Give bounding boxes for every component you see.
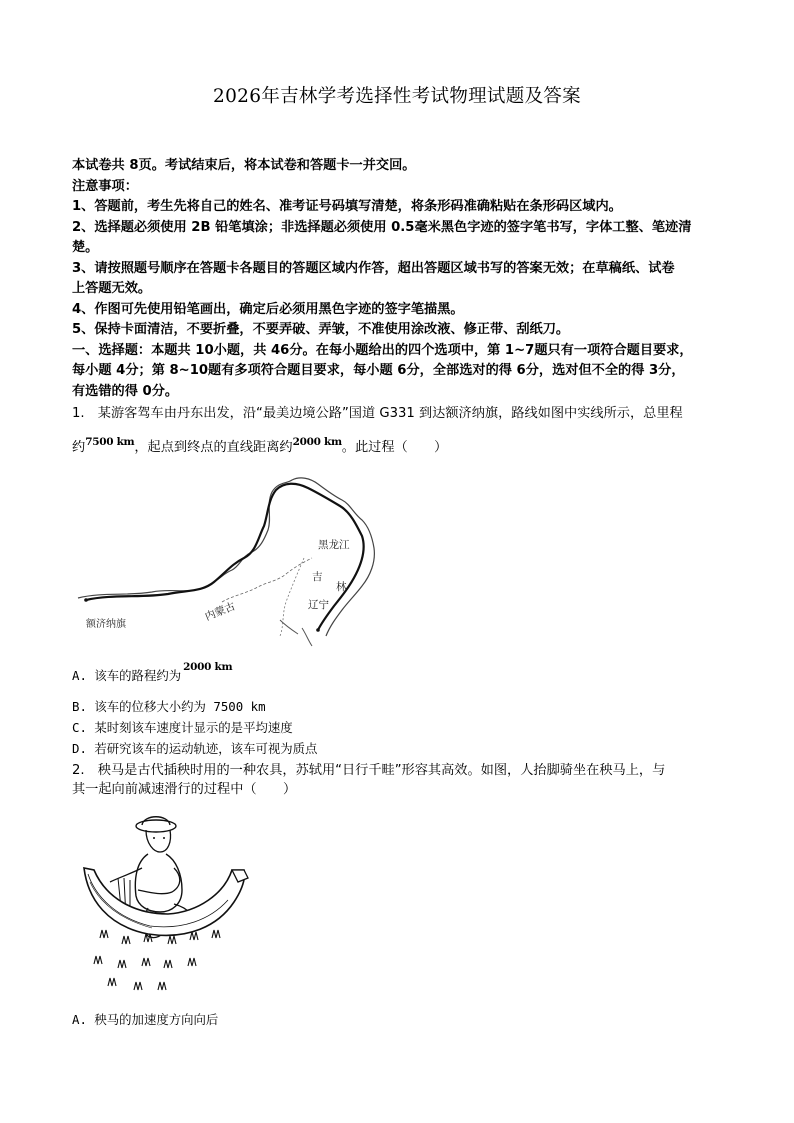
q1-text-c: 。此过程（ ） [341,440,448,455]
route-map-figure [72,470,392,650]
eye [163,837,165,839]
q1-option-a-value: 2000 km [183,661,233,673]
map-label-jilin-1: 吉 [312,571,323,583]
q1-option-d: D. 若研究该车的运动轨迹，该车可视为质点 [72,741,318,756]
map-label-liaoning: 辽宁 [308,599,329,611]
q1-text-b: ，起点到终点的直线距离约 [134,440,293,455]
q1-option-a-text: A. 该车的路程约为 [72,668,182,683]
torso [135,854,182,912]
start-point [316,628,320,632]
instruction-line: 3、请按照题号顺序在答题卡各题目的答题区域内作答，超出答题区域书写的答案无效；在草稿纸、试卷 [72,260,675,276]
instruction-line: 2、选择题必须使用 2B 铅笔填涂；非选择题必须使用 0.5毫米黑色字迹的签字笔书写，字体工整、笔迹清 [72,219,692,235]
instruction-line: 一、选择题：本题共 10小题，共 46分。在每小题给出的四个选项中，第 1~7题只有一项符合题目要求， [72,342,693,358]
q1-total-distance: 7500 km [85,436,135,448]
q1-option-a [72,661,722,684]
question-2-stem-line2: 其一起向前减速滑行的过程中（ ） [72,782,297,797]
yangma-illustration [78,808,256,998]
instruction-line: 5、保持卡面清洁，不要折叠，不要弄破、弄皱，不准使用涂改液、修正带、刮纸刀。 [72,322,570,337]
instruction-line: 上答题无效。 [72,281,152,296]
instruction-line: 有选错的得 0分。 [72,383,179,399]
q1-option-c: C. 某时刻该车速度计显示的是平均速度 [72,720,293,735]
q1-text-a: 约 [72,440,86,455]
coastline [280,620,312,646]
instruction-line: 注意事项： [72,178,138,194]
map-label-heilongjiang: 黑龙江 [318,539,350,551]
q2-option-a: A. 秧马的加速度方向向后 [72,1012,219,1027]
question-2-stem-line1: 2. 秧马是古代插秧时用的一种农具，苏轼用“日行千畦”形容其高效。如图，人抬脚骑坐在秧马上，与 [72,763,666,778]
question-1-stem-line1: 1. 某游客驾车由丹东出发，沿“最美边境公路”国道 G331 到达额济纳旗，路线如图中实线所示，总里程 [72,406,683,421]
eye [153,837,155,839]
head [146,830,171,852]
instruction-line: 1、答题前，考生先将自己的姓名、准考证号码填写清楚，将条形码准确粘贴在条形码区域内。 [72,199,622,214]
instruction-line: 每小题 4分；第 8~10题有多项符合题目要求，每小题 6分，全部选对的得 6分，选对但不全的得 3分， [72,363,685,378]
question-1-stem-line2 [72,438,722,458]
q1-direct-distance: 2000 km [292,436,342,448]
map-label-neimenggu: 内蒙古 [203,600,238,624]
instruction-line: 本试卷共 8页。考试结束后，将本试卷和答题卡一并交回。 [72,158,416,173]
exam-instructions [72,156,722,402]
arm [110,868,142,882]
arm [138,868,180,894]
instruction-line: 4、作图可先使用铅笔画出，确定后必须用黑色字迹的签字笔描黑。 [72,301,464,317]
end-point [84,598,88,602]
rice-seedlings [94,930,220,990]
page-title: 2026年吉林学考选择性考试物理试题及答案 [213,86,581,107]
yangma-hull [84,868,245,935]
map-label-ejina: 额济纳旗 [86,619,126,630]
q1-option-b: B. 该车的位移大小约为 7500 km [72,699,266,714]
map-label-jilin-2: 林 [336,581,347,593]
instruction-line: 楚。 [72,240,99,255]
